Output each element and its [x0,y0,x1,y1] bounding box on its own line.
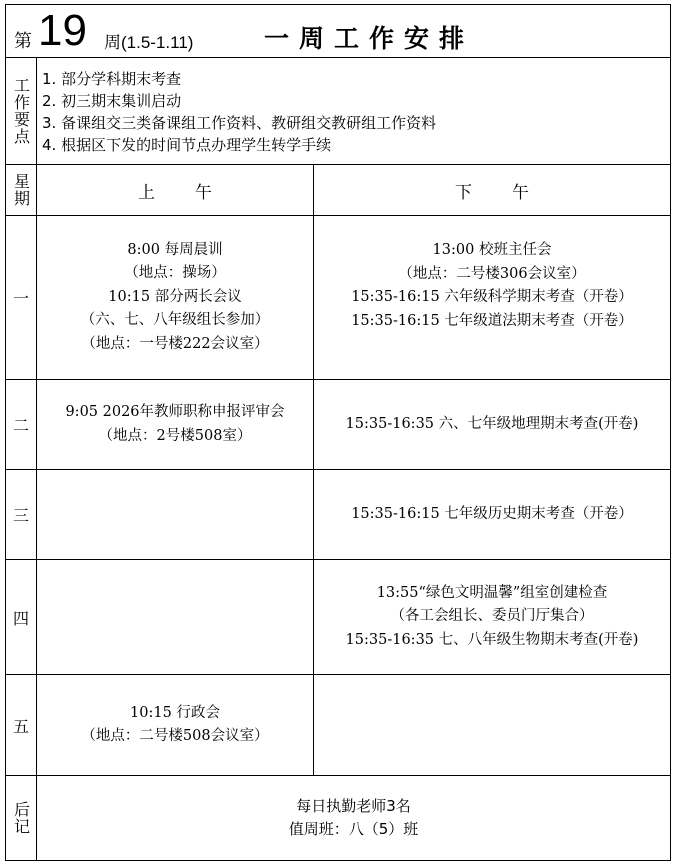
title-row [6,5,670,57]
thursday-afternoon-cell [314,560,670,674]
event-line: （地点：二号楼508会议室） [81,728,269,744]
event-line: （地点：2号楼508室） [98,427,252,444]
event-line: 13:00 校班主任会 [432,242,552,258]
monday-morning-cell [37,216,313,379]
page-title: 一周工作安排 [264,24,475,53]
day-label-friday: 五 [12,716,29,736]
key-point-item: 2. 初三期末集训启动 [42,92,182,110]
day-label-thursday: 四 [12,608,29,628]
week-prefix: 第 [14,31,32,52]
event-line: 15:35-16:15 七年级道法期末考查（开卷） [351,312,633,329]
friday-afternoon-cell [314,675,670,775]
event-line: 10:15 行政会 [130,704,220,721]
postscript-line: 每日执勤老师3名 [296,797,411,815]
event-line: 10:15 部分两长会议 [108,288,242,305]
divider [6,57,670,58]
monday-afternoon-cell [314,216,670,356]
postscript-line: 值周班：八（5）班 [288,820,419,838]
postscript-content [37,776,670,860]
key-point-item: 3. 备课组交三类备课组工作资料、教研组交教研组工作资料 [42,114,437,132]
day-label-monday: 一 [12,289,29,308]
event-line: 15:35-16:15 六年级科学期末考查（开卷） [351,289,633,305]
event-line: 8:00 每周晨训 [127,241,223,258]
thursday-morning-cell [37,560,313,674]
morning-header: 上午 [138,182,252,203]
tuesday-afternoon-cell [314,380,670,469]
event-line: （地点：操场） [124,265,226,282]
tuesday-morning-cell [37,380,313,469]
wednesday-afternoon-cell [314,470,670,559]
week-number: 19 [38,6,87,55]
wednesday-morning-cell [37,470,313,559]
event-line: （六、七、八年级组长参加） [80,312,270,329]
afternoon-header: 下午 [455,182,569,203]
key-points-list [42,68,436,156]
event-line: （地点：一号楼222会议室） [81,335,269,352]
day-label-tuesday: 二 [12,416,29,435]
key-point-item: 4. 根据区下发的时间节点办理学生转学手续 [42,136,332,154]
day-column-label: 星期 [11,173,31,207]
event-line: 13:55“绿色文明温馨”组室创建检查 [376,584,608,601]
event-line: （各工会组长、委员门厅集合） [390,608,594,625]
key-points-label: 工作要点 [11,77,31,145]
event-line: （地点：二号楼306会议室） [398,265,586,282]
schedule-sheet [5,4,671,861]
key-point-item: 1. 部分学科期末考查 [42,70,182,88]
day-label-wednesday: 三 [12,506,29,525]
event-line: 15:35-16:35 七、八年级生物期末考查(开卷) [345,631,639,648]
event-line: 15:35-16:35 六、七年级地理期末考查(开卷) [345,415,639,432]
event-line: 15:35-16:15 七年级历史期末考查（开卷） [351,505,633,522]
postscript-label: 后记 [11,801,31,835]
friday-morning-cell [37,675,313,775]
week-date-range: 周(1.5-1.11) [104,33,194,52]
event-line: 9:05 2026年教师职称申报评审会 [65,404,285,420]
